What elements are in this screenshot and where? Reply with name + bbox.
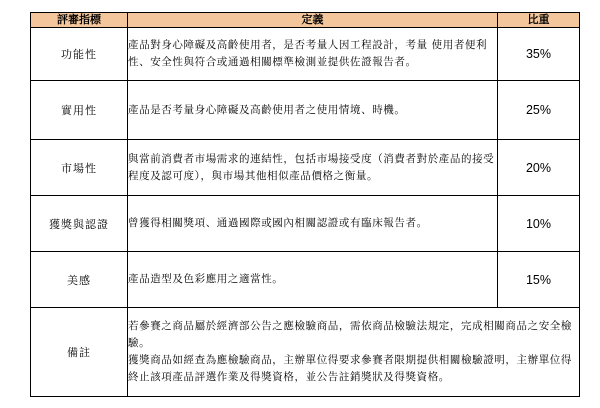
header-criteria: 評審指標 xyxy=(31,13,128,28)
criteria-weight: 20% xyxy=(498,140,580,196)
table-row xyxy=(31,28,580,81)
note-content xyxy=(128,308,580,397)
note-line-1: 若參賽之商品屬於經濟部公告之應檢驗商品，需依商品檢驗法規定，完成相關商品之安全檢驗。 xyxy=(128,320,572,349)
table-row xyxy=(31,196,580,252)
note-line-2: 獲獎商品如經查為應檢驗商品，主辦單位得要求參賽者限期提供相關檢驗證明，主辦單位得終止該項產品評選作業及得獎資格，並公告註銷獎狀及得獎資格。 xyxy=(128,354,572,383)
criteria-definition: 曾獲得相關獎項、通過國際或國內相關認證或有臨床報告者。 xyxy=(128,196,498,252)
criteria-definition: 與當前消費者市場需求的連結性，包括市場接受度（消費者對於產品的接受程度及認可度），與市場其他相似產品價格之衡量。 xyxy=(128,140,498,196)
criteria-table xyxy=(30,12,580,397)
criteria-definition: 產品對身心障礙及高齡使用者，是否考量人因工程設計，考量 使用者便利性、安全性與符合或通過相關標準檢測並提供佐證報告者。 xyxy=(128,28,498,81)
table-row xyxy=(31,140,580,196)
criteria-definition: 產品是否考量身心障礙及高齡使用者之使用情境、時機。 xyxy=(128,81,498,140)
criteria-name: 市場性 xyxy=(31,140,128,196)
criteria-name: 實用性 xyxy=(31,81,128,140)
criteria-name: 美感 xyxy=(31,252,128,308)
header-definition: 定義 xyxy=(128,13,498,28)
header-weight: 比重 xyxy=(498,13,580,28)
table-row xyxy=(31,81,580,140)
criteria-name: 功能性 xyxy=(31,28,128,81)
criteria-weight: 25% xyxy=(498,81,580,140)
table-row xyxy=(31,252,580,308)
criteria-weight: 10% xyxy=(498,196,580,252)
note-label: 備註 xyxy=(31,308,128,397)
note-row xyxy=(31,308,580,397)
table-header-row xyxy=(31,13,580,28)
criteria-definition: 產品造型及色彩應用之適當性。 xyxy=(128,252,498,308)
criteria-weight: 35% xyxy=(498,28,580,81)
criteria-name: 獲獎與認證 xyxy=(31,196,128,252)
criteria-weight: 15% xyxy=(498,252,580,308)
